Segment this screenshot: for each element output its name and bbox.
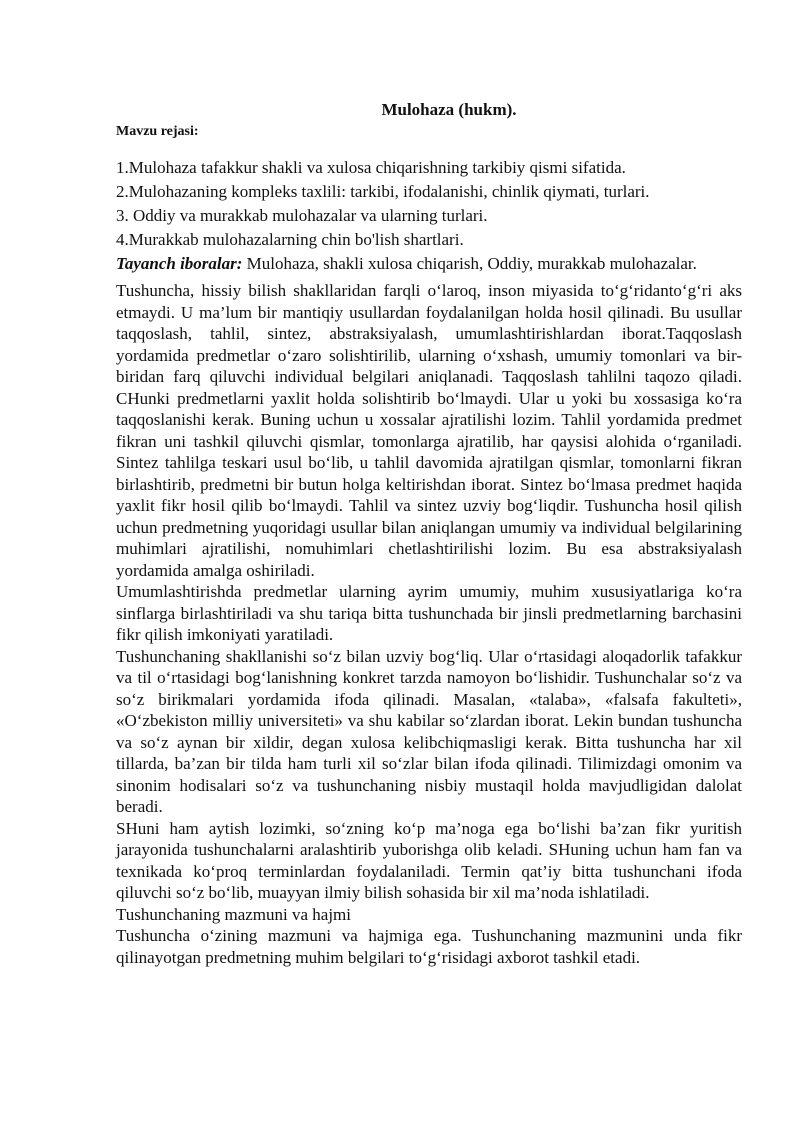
document-page (116, 100, 742, 968)
paragraph-2: Umumlashtirishda predmetlar ularning ayrim umumiy, muhim xususiyatlariga ko‘ra sinflarga birlashtiriladi va shu tariqa bitta tushunchada bir jinsli predmetlarning barchasini fikr qilish imkoniyati yaratiladi. (116, 582, 742, 644)
paragraph-1: Tushuncha, hissiy bilish shakllaridan farqli o‘laroq, inson miyasida to‘g‘ridanto‘g‘ri aks etmaydi. U ma’lum bir mantiqiy usullardan foydalanilgan holda hosil qilinadi. Bu usullar taqqoslash, tahlil, sintez, abstraksiyalash, umumlashtirishlardan iborat.Taqqoslash yordamida predmetlar o‘zaro solishtirilib, ularning o‘xshash, umumiy tomonlari va bir-biridan farq qiluvchi individual belgilari aniqlanadi. Taqqoslash tahlilni taqozo qiladi. CHunki predmetlarni yaxlit holda solishtirib bo‘lmaydi. Ular u yoki bu xossasiga ko‘ra taqqoslanishi kerak. Buning uchun u xossalar ajratilishi lozim. Tahlil yordamida predmet fikran uni tashkil qiluvchi qismlar, tomonlarga ajratilib, har qaysisi alohida o‘rganiladi. Sintez tahlilga teskari usul bo‘lib, u tahlil davomida ajratilgan qismlar, tomonlarni fikran birlashtirib, predmetni bir butun holga keltirishdan iborat. Sintez bo‘lmasa predmet haqida yaxlit fikr hosil qilib bo‘lmaydi. Tahlil va sintez uzviy bog‘liqdir. Tushuncha hosil qilish uchun predmetning yuqoridagi usullar bilan aniqlangan umumiy va individual belgilarining muhimlari ajratilishi, nomuhimlari chetlashtirilishi lozim. Bu esa abstraksiyalash yordamida amalga oshiriladi. (116, 281, 742, 580)
plan-label: Mavzu rejasi: (116, 124, 199, 139)
keywords-label: Tayanch iboralar: (116, 254, 243, 273)
section-heading: Tushunchaning mazmuni va hajmi (116, 904, 351, 924)
document-title: Mulohaza (hukm). (381, 100, 517, 119)
paragraph-5: Tushuncha o‘zining mazmuni va hajmiga ega. Tushunchaning mazmunini unda fikr qilinayotgan predmetning muhim belgilari to‘g‘risidagi axborot tashkil etadi. (116, 926, 742, 967)
plan-item-1: 1.Mulohaza tafakkur shakli va xulosa chiqarishning tarkibiy qismi sifatida. (116, 158, 626, 177)
plan-item-3: 3. Oddiy va murakkab mulohazalar va ularning turlari. (116, 206, 488, 225)
plan-item-4: 4.Murakkab mulohazalarning chin bo'lish shartlari. (116, 230, 464, 249)
paragraph-3: Tushunchaning shakllanishi so‘z bilan uzviy bog‘liq. Ular o‘rtasidagi aloqadorlik tafakkur va til o‘rtasidagi bog‘lanishning konkret tarzda namoyon bo‘lishidir. Tushunchalar so‘z va so‘z birikmalari yordamida ifoda qilinadi. Masalan, «talaba», «falsafa fakulteti», «O‘zbekiston milliy universiteti» va shu kabilar so‘zlardan iborat. Lekin bundan tushuncha va so‘z aynan bir xildir, degan xulosa kelibchiqmasligi kerak. Bitta tushuncha har xil tillarda, ba’zan bir tilda ham turli xil so‘zlar bilan ifoda qilinadi. Tilimizdagi omonim va sinonim hodisalari so‘z va tushunchaning nisbiy mustaqil holda mavjudligidan dalolat beradi. (116, 646, 742, 816)
plan-item-2: 2.Mulohazaning kompleks taxlili: tarkibi, ifodalanishi, chinlik qiymati, turlari. (116, 182, 650, 201)
paragraph-4: SHuni ham aytish lozimki, so‘zning ko‘p ma’noga ega bo‘lishi ba’zan fikr yuritish jarayonida tushunchalarni aralashtirib yuborishga olib keladi. SHuning uchun ham fan va texnikada ko‘proq terminlardan foydalaniladi. Termin qat’iy bitta tushunchani ifoda qiluvchi so‘z bo‘lib, muayyan ilmiy bilish sohasida bir xil ma’noda ishlatiladi. (116, 818, 742, 902)
keywords-line (116, 252, 742, 276)
keywords-text: Mulohaza, shakli xulosa chiqarish, Oddiy, murakkab mulohazalar. (242, 254, 697, 273)
